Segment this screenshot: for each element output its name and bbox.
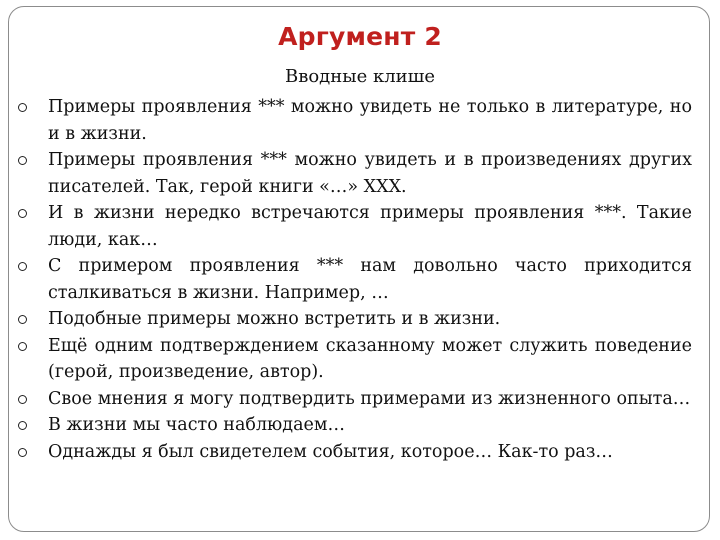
list-item-text: В жизни мы часто наблюдаем… — [48, 415, 345, 435]
list-item — [18, 306, 692, 333]
list-item-text: Свое мнения я могу подтвердить примерами из жизненного опыта… — [48, 388, 691, 409]
list-item-text: Примеры проявления *** можно увидеть и в произведениях других писателей. Так, герой книги «…» ХХХ. — [48, 150, 692, 197]
list-item — [18, 253, 692, 306]
list-item-text: Подобные примеры можно встретить и в жизни. — [48, 309, 501, 329]
list-item — [18, 94, 692, 147]
list-item — [18, 412, 692, 439]
list-item-text: И в жизни нередко встречаются примеры проявления ***. Такие люди, как… — [48, 203, 692, 250]
circle-bullet-icon — [18, 421, 27, 430]
circle-bullet-icon — [18, 448, 27, 457]
circle-bullet-icon — [18, 395, 27, 404]
list-item — [18, 439, 692, 466]
list-item-text: Примеры проявления *** можно увидеть не только в литературе, но и в жизни. — [48, 97, 692, 144]
slide-title: Аргумент 2 — [278, 22, 442, 51]
list-item-text: Ещё одним подтверждением сказанному может служить поведение (герой, произведение, автор). — [48, 335, 692, 382]
circle-bullet-icon — [18, 315, 27, 324]
circle-bullet-icon — [18, 103, 27, 112]
list-item — [18, 333, 692, 386]
slide-subtitle: Вводные клише — [284, 66, 436, 87]
list-item-text: Однажды я был свидетелем события, которое… Как-то раз… — [48, 441, 613, 462]
list-item — [18, 200, 692, 253]
list-item — [18, 147, 692, 200]
circle-bullet-icon — [18, 342, 27, 351]
list-item-text: С примером проявления *** нам довольно часто приходится сталкиваться в жизни. Например, … — [48, 256, 692, 303]
cliche-list — [18, 94, 692, 465]
list-item — [18, 386, 692, 413]
circle-bullet-icon — [18, 156, 27, 165]
circle-bullet-icon — [18, 262, 27, 271]
circle-bullet-icon — [18, 209, 27, 218]
